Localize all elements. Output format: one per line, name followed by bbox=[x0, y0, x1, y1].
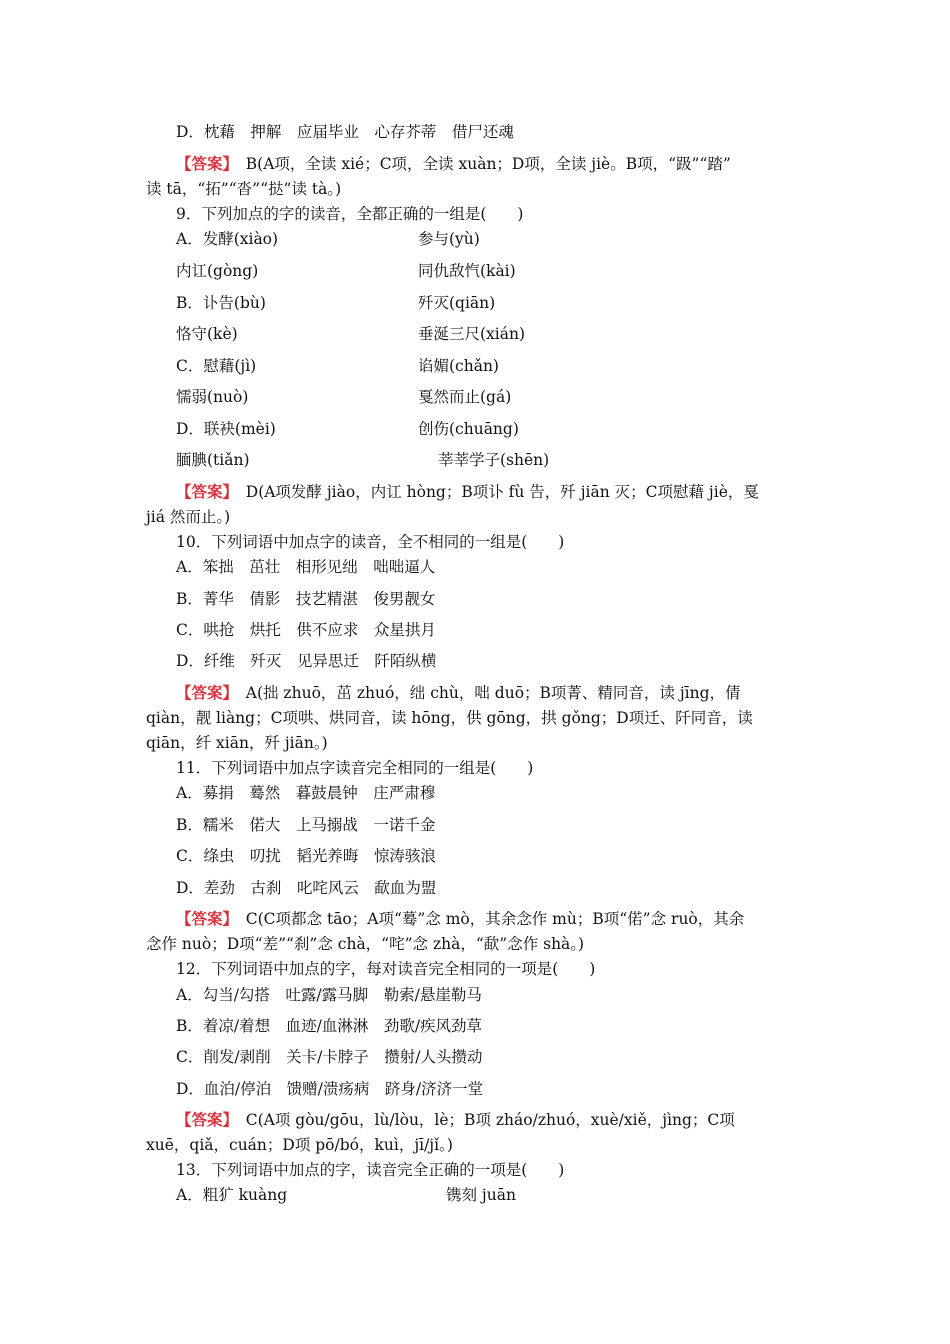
line-text: D．差劲 古刹 叱咤风云 歃血为盟 bbox=[176, 879, 437, 897]
text-line bbox=[176, 418, 276, 440]
answer-line bbox=[176, 1109, 735, 1131]
line-text: qiàn，靓 liàng；C项哄、烘同音，读 hōng，供 gōng，拱 gǒng；D项迁、阡同音，读 bbox=[146, 709, 753, 727]
text-line bbox=[446, 1184, 516, 1206]
text-line bbox=[418, 418, 519, 440]
line-text: C．哄抢 烘托 供不应求 众星拱月 bbox=[176, 621, 436, 639]
text-line bbox=[146, 1134, 453, 1156]
text-line bbox=[176, 531, 564, 553]
line-text: C(A项 gòu/gōu，lù/lòu，lè；B项 zháo/zhuó，xuè/xiě，jìng；C项 bbox=[230, 1111, 735, 1129]
line-text: C．削发/剥削 关卡/卡脖子 攒射/人头攒动 bbox=[176, 1048, 483, 1066]
text-line bbox=[418, 355, 499, 377]
text-line bbox=[176, 958, 595, 980]
text-line bbox=[418, 292, 495, 314]
line-text: D(A项发酵 jiào，内讧 hòng；B项讣 fù 告，歼 jiān 灭；C项慰藉 jiè，戛 bbox=[230, 483, 759, 501]
line-text: 参与(yù) bbox=[418, 230, 480, 248]
answer-line bbox=[176, 682, 741, 704]
text-line bbox=[146, 506, 230, 528]
text-line bbox=[146, 732, 328, 754]
text-line bbox=[176, 449, 250, 471]
line-text: 11．下列词语中加点字读音完全相同的一组是( ) bbox=[176, 759, 534, 777]
line-text: 腼腆(tiǎn) bbox=[176, 451, 250, 469]
line-text: B．讣告(bù) bbox=[176, 294, 266, 312]
line-text: 戛然而止(gá) bbox=[418, 388, 512, 406]
line-text: D．枕藉 押解 应届毕业 心存芥蒂 借尸还魂 bbox=[176, 123, 514, 141]
line-text: B．菁华 倩影 技艺精湛 俊男靓女 bbox=[176, 590, 436, 608]
line-text: 同仇敌忾(kài) bbox=[418, 262, 516, 280]
line-text: 懦弱(nuò) bbox=[176, 388, 249, 406]
answer-label: 【答案】 bbox=[176, 482, 231, 501]
text-line bbox=[418, 386, 511, 408]
line-text: D．纤维 歼灭 见异思迁 阡陌纵横 bbox=[176, 652, 437, 670]
line-text: 12．下列词语中加点的字，每对读音完全相同的一项是( ) bbox=[176, 960, 596, 978]
text-line bbox=[176, 588, 435, 610]
text-line bbox=[176, 619, 436, 641]
line-text: 垂涎三尺(xián) bbox=[418, 325, 526, 343]
line-text: 谄媚(chǎn) bbox=[418, 357, 499, 375]
line-text: A．笨拙 茁壮 相形见绌 咄咄逼人 bbox=[176, 558, 436, 576]
line-text: 9．下列加点的字的读音，全都正确的一组是( ) bbox=[176, 205, 524, 223]
answer-label: 【答案】 bbox=[176, 1110, 231, 1129]
text-line bbox=[438, 449, 549, 471]
line-text: A．发酵(xiào) bbox=[176, 230, 279, 248]
text-line bbox=[176, 1184, 287, 1206]
text-line bbox=[176, 877, 436, 899]
line-text: jiá 然而止。) bbox=[146, 508, 231, 526]
text-line bbox=[146, 707, 753, 729]
text-line bbox=[176, 228, 278, 250]
text-line bbox=[146, 178, 341, 200]
answer-line bbox=[176, 481, 759, 503]
line-text: B(A项，全读 xié；C项，全读 xuàn；D项，全读 jiè。B项，“趿”“踏” bbox=[230, 155, 731, 173]
line-text: 念作 nuò；D项“差”“刹”念 chà，“咤”念 zhà，“歃”念作 shà。) bbox=[146, 935, 585, 953]
answer-label: 【答案】 bbox=[176, 683, 231, 702]
text-line bbox=[176, 757, 533, 779]
line-text: 歼灭(qiān) bbox=[418, 294, 496, 312]
line-text: 镌刻 juān bbox=[446, 1186, 516, 1204]
line-text: B．着凉/着想 血迹/血淋淋 劲歌/疾风劲草 bbox=[176, 1017, 483, 1035]
text-line bbox=[418, 323, 525, 345]
answer-label: 【答案】 bbox=[176, 154, 231, 173]
text-line bbox=[146, 933, 584, 955]
text-line bbox=[176, 203, 523, 225]
text-line bbox=[176, 292, 266, 314]
line-text: D．联袂(mèi) bbox=[176, 420, 276, 438]
line-text: 读 tā，“拓”“沓”“挞”读 tà。) bbox=[146, 180, 342, 198]
line-text: C．慰藉(jì) bbox=[176, 357, 257, 375]
text-line bbox=[176, 121, 514, 143]
line-text: A．粗犷 kuàng bbox=[176, 1186, 288, 1204]
answer-label: 【答案】 bbox=[176, 909, 231, 928]
line-text: A(拙 zhuō，茁 zhuó，绌 chù，咄 duō；B项菁、精同音，读 jīng，倩 bbox=[230, 684, 741, 702]
text-line bbox=[176, 260, 258, 282]
text-line bbox=[176, 1015, 482, 1037]
line-text: A．勾当/勾搭 吐露/露马脚 勒索/悬崖勒马 bbox=[176, 986, 482, 1004]
line-text: xuē，qiǎ，cuán；D项 pō/bó，kuì，jī/jǐ。) bbox=[146, 1136, 453, 1154]
text-line bbox=[176, 782, 435, 804]
text-line bbox=[418, 260, 516, 282]
text-line bbox=[176, 1046, 483, 1068]
text-line bbox=[418, 228, 480, 250]
text-line bbox=[176, 984, 482, 1006]
line-text: 10．下列词语中加点字的读音，全不相同的一组是( ) bbox=[176, 533, 565, 551]
line-text: 创伤(chuāng) bbox=[418, 420, 519, 438]
line-text: 内讧(gòng) bbox=[176, 262, 259, 280]
text-line bbox=[176, 1159, 564, 1181]
line-text: C(C项都念 tāo；A项“蓦”念 mò，其余念作 mù；B项“偌”念 ruò，其余 bbox=[230, 910, 745, 928]
text-line bbox=[176, 1078, 483, 1100]
line-text: 恪守(kè) bbox=[176, 325, 238, 343]
line-text: B．糯米 偌大 上马搦战 一诺千金 bbox=[176, 816, 436, 834]
answer-line bbox=[176, 153, 731, 175]
text-line bbox=[176, 845, 436, 867]
answer-line bbox=[176, 908, 744, 930]
text-line bbox=[176, 355, 256, 377]
line-text: qiān，纤 xiān，歼 jiān。) bbox=[146, 734, 328, 752]
line-text: D．血泊/停泊 馈赠/溃疡病 跻身/济济一堂 bbox=[176, 1080, 484, 1098]
text-line bbox=[176, 814, 435, 836]
line-text: C．绦虫 叨扰 韬光养晦 惊涛骇浪 bbox=[176, 847, 436, 865]
text-line bbox=[176, 323, 238, 345]
line-text: 13．下列词语中加点的字，读音完全正确的一项是( ) bbox=[176, 1161, 565, 1179]
text-line bbox=[176, 556, 435, 578]
text-line bbox=[176, 650, 436, 672]
line-text: 莘莘学子(shēn) bbox=[438, 451, 550, 469]
text-line bbox=[176, 386, 248, 408]
line-text: A．募捐 蓦然 暮鼓晨钟 庄严肃穆 bbox=[176, 784, 436, 802]
